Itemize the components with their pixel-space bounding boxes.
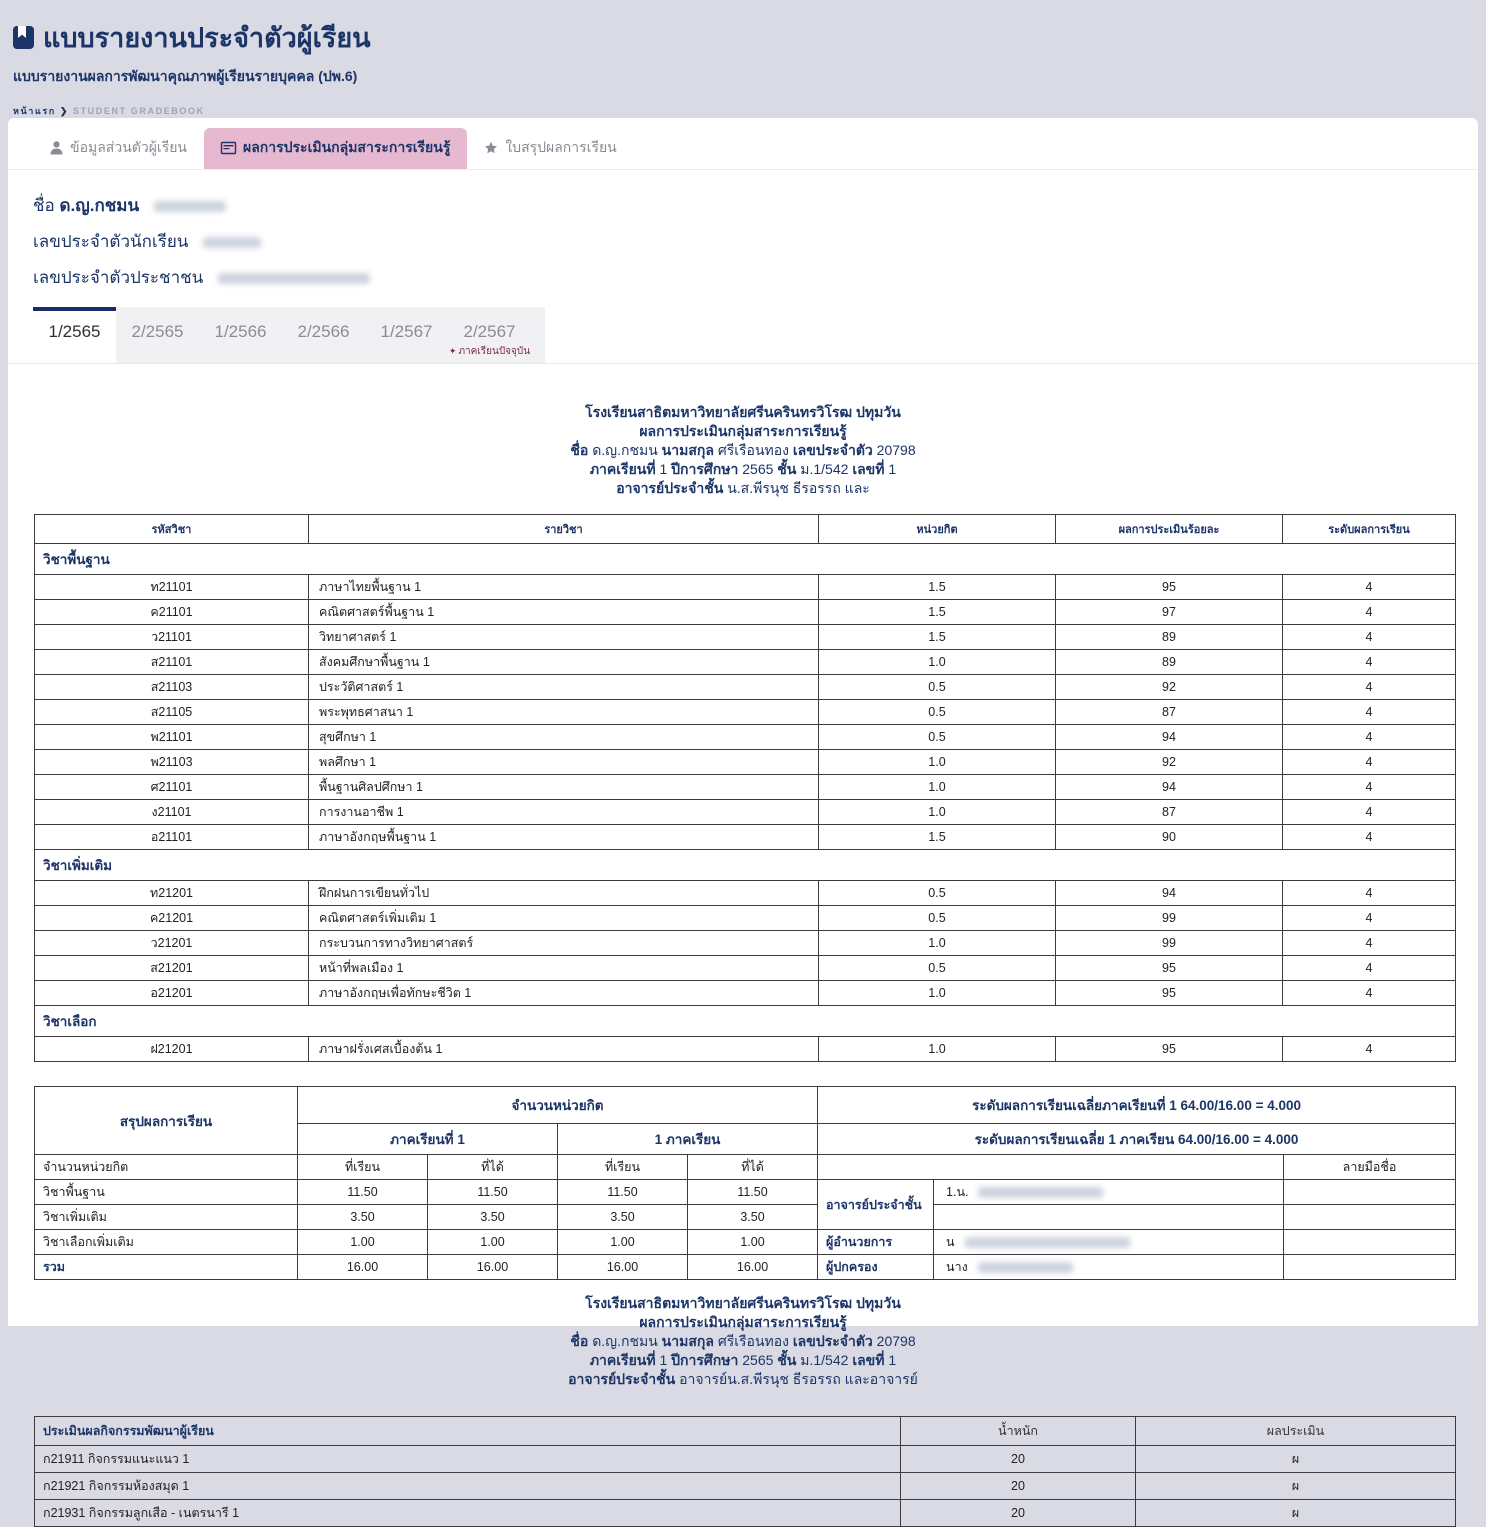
percent-cell: 94 (1056, 725, 1283, 750)
col-subject-name: รายวิชา (309, 515, 819, 544)
subject-name-cell: คณิตศาสตร์เพิ่มเติม 1 (309, 906, 819, 931)
col-percent: ผลการประเมินร้อยละ (1056, 515, 1283, 544)
credits-cell: 1.0 (819, 775, 1056, 800)
grade-section-label: วิชาเลือก (35, 1006, 1456, 1037)
grade-cell: 4 (1283, 800, 1456, 825)
subject-name-cell: พื้นฐานศิลปศึกษา 1 (309, 775, 819, 800)
grade-section-row (35, 850, 1456, 881)
redacted-director-name (965, 1237, 1130, 1248)
breadcrumb-home[interactable]: หน้าแรก (13, 106, 56, 116)
subject-code-cell: ศ21101 (35, 775, 309, 800)
credits-cell: 1.0 (819, 750, 1056, 775)
sparkle-icon: ✦ (448, 346, 457, 356)
grade-cell: 4 (1283, 906, 1456, 931)
credits-cell: 1.5 (819, 825, 1056, 850)
redacted-surname (154, 201, 226, 212)
subject-name-cell: วิทยาศาสตร์ 1 (309, 625, 819, 650)
grade-cell: 4 (1283, 750, 1456, 775)
grade-section-label: วิชาพื้นฐาน (35, 544, 1456, 575)
grade-row (35, 750, 1456, 775)
divider (8, 363, 1478, 364)
tab-student-profile[interactable] (33, 128, 204, 169)
credits-cell: 1.5 (819, 625, 1056, 650)
credits-cell: 0.5 (819, 675, 1056, 700)
summary-row-additional (35, 1205, 1456, 1230)
value-cell: 16.00 (298, 1255, 428, 1280)
grade-cell: 4 (1283, 675, 1456, 700)
col-subject-code: รหัสวิชา (35, 515, 309, 544)
signer-role-director: ผู้อำนวยการ (818, 1230, 934, 1255)
all-terms-header: 1 ภาคเรียน (558, 1124, 818, 1155)
activity-weight: 20 (901, 1473, 1136, 1500)
activity-result: ผ (1136, 1500, 1456, 1527)
grade-cell: 4 (1283, 575, 1456, 600)
grade-row (35, 575, 1456, 600)
grade-cell: 4 (1283, 881, 1456, 906)
subject-name-cell: พลศึกษา 1 (309, 750, 819, 775)
percent-cell: 95 (1056, 575, 1283, 600)
weight-header: น้ำหนัก (901, 1417, 1136, 1446)
signer-name-guardian: นาง (934, 1255, 1284, 1280)
subject-code-cell: ง21101 (35, 800, 309, 825)
percent-cell: 92 (1056, 750, 1283, 775)
value-cell: 11.50 (428, 1180, 558, 1205)
semester-tab-2-2567[interactable]: 2/2567 ✦ ภาคเรียนปัจจุบัน (448, 322, 531, 357)
credits-cell: 1.5 (819, 575, 1056, 600)
semester-tab-1-2567[interactable]: 1/2567 (380, 322, 433, 341)
report-header-2 (8, 1294, 1478, 1389)
semester-tab-2-2565[interactable]: 2/2565 (131, 322, 184, 341)
person-icon (50, 141, 63, 155)
grade-cell: 4 (1283, 956, 1456, 981)
subject-name-cell: การงานอาชีพ 1 (309, 800, 819, 825)
subject-code-cell: พ21103 (35, 750, 309, 775)
activity-row (35, 1500, 1456, 1527)
percent-cell: 89 (1056, 650, 1283, 675)
report-teacher-line: อาจารย์ประจำชั้น อาจารย์น.ส.พีรนุช ธีรอรรถ และอาจารย์ (568, 1371, 918, 1387)
percent-cell: 95 (1056, 1037, 1283, 1062)
grade-cell: 4 (1283, 981, 1456, 1006)
activity-name: ก21921 กิจกรรมห้องสมุด 1 (35, 1473, 901, 1500)
subject-code-cell: ว21201 (35, 931, 309, 956)
semester-tab-1-2566[interactable]: 1/2566 (214, 322, 267, 341)
credits-row-header: จำนวนหน่วยกิต (35, 1155, 298, 1180)
value-cell: 3.50 (558, 1205, 688, 1230)
grade-row (35, 881, 1456, 906)
subject-code-cell: ว21101 (35, 625, 309, 650)
redacted-teacher-name (978, 1187, 1103, 1198)
value-cell: 16.00 (428, 1255, 558, 1280)
student-info (8, 170, 1478, 291)
earned-header: ที่ได้ (688, 1155, 818, 1180)
star-icon (484, 141, 498, 155)
value-cell: 11.50 (688, 1180, 818, 1205)
grade-cell: 4 (1283, 1037, 1456, 1062)
percent-cell: 95 (1056, 981, 1283, 1006)
grade-row (35, 675, 1456, 700)
report-term-line: ภาคเรียนที่ 1 ปีการศึกษา 2565 ชั้น ม.1/542 เลขที่ 1 (589, 461, 897, 477)
grade-row (35, 956, 1456, 981)
row-label: วิชาพื้นฐาน (35, 1180, 298, 1205)
grade-cell: 4 (1283, 600, 1456, 625)
student-name-label: ชื่อ (33, 196, 55, 215)
subject-code-cell: ค21201 (35, 906, 309, 931)
book-icon (13, 25, 34, 50)
row-label: วิชาเลือกเพิ่มเติม (35, 1230, 298, 1255)
grades-table-body (35, 544, 1456, 1062)
grade-row (35, 650, 1456, 675)
breadcrumb-current: STUDENT GRADEBOOK (72, 106, 205, 116)
report-title: ผลการประเมินกลุ่มสาระการเรียนรู้ (639, 423, 847, 439)
grade-row (35, 775, 1456, 800)
subject-name-cell: ประวัติศาสตร์ 1 (309, 675, 819, 700)
grade-row (35, 1037, 1456, 1062)
summary-row-basic (35, 1180, 1456, 1205)
subject-name-cell: สังคมศึกษาพื้นฐาน 1 (309, 650, 819, 675)
percent-cell: 90 (1056, 825, 1283, 850)
grade-row (35, 600, 1456, 625)
gpa-cumulative: ระดับผลการเรียนเฉลี่ย 1 ภาคเรียน 64.00/16.00 = 4.000 (818, 1124, 1456, 1155)
activity-result: ผ (1136, 1446, 1456, 1473)
grade-row (35, 625, 1456, 650)
page-title: แบบรายงานประจำตัวผู้เรียน (43, 23, 371, 53)
summary-row-total (35, 1255, 1456, 1280)
tab-grade-summary[interactable] (467, 128, 633, 169)
taken-header: ที่เรียน (298, 1155, 428, 1180)
tab-label: ข้อมูลส่วนตัวผู้เรียน (70, 139, 187, 155)
semester-tab-2-2566[interactable]: 2/2566 (297, 322, 350, 341)
activities-title: ประเมินผลกิจกรรมพัฒนาผู้เรียน (35, 1417, 901, 1446)
empty-cell (818, 1155, 1284, 1180)
activity-name: ก21911 กิจกรรมแนะแนว 1 (35, 1446, 901, 1473)
activity-result: ผ (1136, 1473, 1456, 1500)
grade-cell: 4 (1283, 775, 1456, 800)
subject-name-cell: ฝึกฝนการเขียนทั่วไป (309, 881, 819, 906)
school-name: โรงเรียนสาธิตมหาวิทยาลัยศรีนครินทรวิโรฒ ปทุมวัน (585, 404, 901, 420)
subject-code-cell: ส21103 (35, 675, 309, 700)
grade-row (35, 700, 1456, 725)
breadcrumb (13, 104, 1486, 118)
grade-row (35, 931, 1456, 956)
credits-cell: 1.0 (819, 650, 1056, 675)
subject-code-cell: ฝ21201 (35, 1037, 309, 1062)
subject-code-cell: ส21201 (35, 956, 309, 981)
subject-code-cell: ส21101 (35, 650, 309, 675)
report-student-line: ชื่อ ด.ญ.กชมน นามสกุล ศรีเรือนทอง เลขประจำตัว 20798 (570, 442, 916, 458)
credits-cell: 0.5 (819, 956, 1056, 981)
subject-code-cell: ค21101 (35, 600, 309, 625)
page-subtitle: แบบรายงานผลการพัฒนาคุณภาพผู้เรียนรายบุคคล (ปพ.6) (13, 68, 358, 84)
grade-row (35, 800, 1456, 825)
value-cell: 11.50 (558, 1180, 688, 1205)
credits-cell: 0.5 (819, 881, 1056, 906)
semester-1-header: ภาคเรียนที่ 1 (298, 1124, 558, 1155)
grade-cell: 4 (1283, 625, 1456, 650)
credits-cell: 1.0 (819, 800, 1056, 825)
subject-code-cell: อ21201 (35, 981, 309, 1006)
credits-cell: 0.5 (819, 725, 1056, 750)
credits-cell: 0.5 (819, 906, 1056, 931)
value-cell: 1.00 (298, 1230, 428, 1255)
row-label: วิชาเพิ่มเติม (35, 1205, 298, 1230)
grade-cell: 4 (1283, 931, 1456, 956)
grade-row (35, 825, 1456, 850)
summary-table (34, 1086, 1456, 1280)
percent-cell: 87 (1056, 700, 1283, 725)
activities-header-row (35, 1417, 1456, 1446)
semester-tab-1-2565[interactable]: 1/2565 (33, 307, 116, 363)
subject-name-cell: พระพุทธศาสนา 1 (309, 700, 819, 725)
grades-table (34, 514, 1456, 1062)
value-cell: 1.00 (688, 1230, 818, 1255)
content-card (8, 118, 1478, 1520)
percent-cell: 94 (1056, 881, 1283, 906)
credits-cell: 1.0 (819, 1037, 1056, 1062)
subject-code-cell: ส21105 (35, 700, 309, 725)
signature-header: ลายมือชื่อ (1284, 1155, 1456, 1180)
value-cell: 16.00 (558, 1255, 688, 1280)
report-title: ผลการประเมินกลุ่มสาระการเรียนรู้ (639, 1314, 847, 1330)
student-name: ด.ญ.กชมน (59, 196, 140, 215)
subject-code-cell: อ21101 (35, 825, 309, 850)
activities-table (34, 1416, 1456, 1527)
summary-row-elective (35, 1230, 1456, 1255)
current-term-badge: ✦ ภาคเรียนปัจจุบัน (448, 346, 531, 357)
grades-header-row (35, 515, 1456, 544)
signer-name-teacher-2 (934, 1205, 1284, 1230)
taken-header: ที่เรียน (558, 1155, 688, 1180)
percent-cell: 95 (1056, 956, 1283, 981)
tab-label: ใบสรุปผลการเรียน (505, 139, 617, 155)
activity-row (35, 1446, 1456, 1473)
citizen-id-label: เลขประจำตัวประชาชน (33, 268, 204, 287)
report-student-line: ชื่อ ด.ญ.กชมน นามสกุล ศรีเรือนทอง เลขประจำตัว 20798 (570, 1333, 916, 1349)
grade-cell: 4 (1283, 650, 1456, 675)
value-cell: 1.00 (428, 1230, 558, 1255)
credits-cell: 1.0 (819, 981, 1056, 1006)
report-teacher-line: อาจารย์ประจำชั้น น.ส.พีรนุช ธีรอรรถ และ (616, 480, 870, 496)
signer-name-teacher: 1.น. (934, 1180, 1284, 1205)
grade-section-row (35, 1006, 1456, 1037)
subject-name-cell: สุขศึกษา 1 (309, 725, 819, 750)
value-cell: 3.50 (298, 1205, 428, 1230)
signature-cell (1284, 1205, 1456, 1230)
grade-section-label: วิชาเพิ่มเติม (35, 850, 1456, 881)
student-id-label: เลขประจำตัวนักเรียน (33, 232, 189, 251)
subject-code-cell: พ21101 (35, 725, 309, 750)
report-header-1 (8, 403, 1478, 498)
subject-name-cell: ภาษาฝรั่งเศสเบื้องต้น 1 (309, 1037, 819, 1062)
signature-cell (1284, 1230, 1456, 1255)
summary-subheader-row (35, 1155, 1456, 1180)
signer-role-teacher: อาจารย์ประจำชั้น (818, 1180, 934, 1230)
col-grade: ระดับผลการเรียน (1283, 515, 1456, 544)
credits-cell: 1.0 (819, 931, 1056, 956)
value-cell: 3.50 (688, 1205, 818, 1230)
percent-cell: 99 (1056, 906, 1283, 931)
redacted-student-id (203, 237, 261, 248)
signer-name-director: น (934, 1230, 1284, 1255)
percent-cell: 99 (1056, 931, 1283, 956)
tab-assessment-results[interactable] (204, 128, 467, 169)
grade-row (35, 725, 1456, 750)
main-tabs (8, 118, 1478, 170)
activity-name: ก21931 กิจกรรมลูกเสือ - เนตรนารี 1 (35, 1500, 901, 1527)
subject-code-cell: ท21201 (35, 881, 309, 906)
subject-name-cell: ภาษาอังกฤษพื้นฐาน 1 (309, 825, 819, 850)
grade-cell: 4 (1283, 725, 1456, 750)
grade-cell: 4 (1283, 700, 1456, 725)
value-cell: 3.50 (428, 1205, 558, 1230)
grade-cell: 4 (1283, 825, 1456, 850)
result-header: ผลประเมิน (1136, 1417, 1456, 1446)
summary-header-row-1 (35, 1087, 1456, 1124)
grade-row (35, 906, 1456, 931)
subject-code-cell: ท21101 (35, 575, 309, 600)
semester-tabs (33, 307, 545, 363)
activity-row (35, 1473, 1456, 1500)
grade-section-row (35, 544, 1456, 575)
grade-row (35, 981, 1456, 1006)
breadcrumb-separator: ❯ (59, 106, 69, 116)
gpa-semester: ระดับผลการเรียนเฉลี่ยภาคเรียนที่ 1 64.00/16.00 = 4.000 (818, 1087, 1456, 1124)
subject-name-cell: ภาษาไทยพื้นฐาน 1 (309, 575, 819, 600)
page-header (0, 0, 1486, 118)
school-name: โรงเรียนสาธิตมหาวิทยาลัยศรีนครินทรวิโรฒ ปทุมวัน (585, 1295, 901, 1311)
summary-title: สรุปผลการเรียน (35, 1087, 298, 1155)
value-cell: 1.00 (558, 1230, 688, 1255)
percent-cell: 97 (1056, 600, 1283, 625)
value-cell: 16.00 (688, 1255, 818, 1280)
credits-cell: 0.5 (819, 700, 1056, 725)
credits-cell: 1.5 (819, 600, 1056, 625)
activity-weight: 20 (901, 1446, 1136, 1473)
percent-cell: 87 (1056, 800, 1283, 825)
col-credits: หน่วยกิต (819, 515, 1056, 544)
percent-cell: 89 (1056, 625, 1283, 650)
percent-cell: 94 (1056, 775, 1283, 800)
credits-group-header: จำนวนหน่วยกิต (298, 1087, 818, 1124)
report-term-line: ภาคเรียนที่ 1 ปีการศึกษา 2565 ชั้น ม.1/542 เลขที่ 1 (589, 1352, 897, 1368)
signature-cell (1284, 1255, 1456, 1280)
signature-cell (1284, 1180, 1456, 1205)
value-cell: 11.50 (298, 1180, 428, 1205)
redacted-guardian-name (978, 1262, 1073, 1273)
subject-name-cell: ภาษาอังกฤษเพื่อทักษะชีวิต 1 (309, 981, 819, 1006)
redacted-citizen-id (218, 273, 370, 284)
subject-name-cell: กระบวนการทางวิทยาศาสตร์ (309, 931, 819, 956)
signer-role-guardian: ผู้ปกครอง (818, 1255, 934, 1280)
subject-name-cell: หน้าที่พลเมือง 1 (309, 956, 819, 981)
row-label: รวม (35, 1255, 298, 1280)
card-icon (221, 142, 236, 154)
tab-label: ผลการประเมินกลุ่มสาระการเรียนรู้ (243, 139, 451, 155)
percent-cell: 92 (1056, 675, 1283, 700)
activity-weight: 20 (901, 1500, 1136, 1527)
subject-name-cell: คณิตศาสตร์พื้นฐาน 1 (309, 600, 819, 625)
earned-header: ที่ได้ (428, 1155, 558, 1180)
